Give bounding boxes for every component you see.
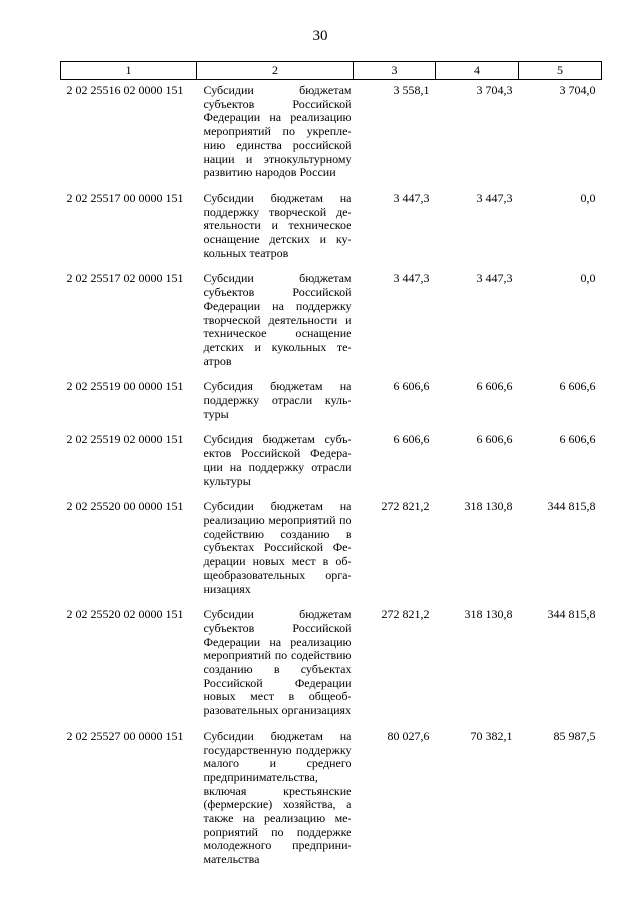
row-code: 2 02 25520 02 0000 151 bbox=[66, 607, 184, 622]
row-value-col-4: 6 606,6 bbox=[476, 432, 513, 447]
row-value-col-3: 272 821,2 bbox=[381, 607, 430, 622]
row-value-col-5: 6 606,6 bbox=[559, 379, 596, 394]
header-col-4: 4 bbox=[436, 62, 519, 80]
row-value-col-4: 318 130,8 bbox=[464, 499, 513, 514]
row-description: Субсидия бюджетам субъектов Российской Федерации на поддержку отрасли культуры bbox=[203, 432, 352, 488]
table-header-row bbox=[61, 62, 602, 80]
row-value-col-3: 6 606,6 bbox=[393, 379, 430, 394]
header-col-3: 3 bbox=[354, 62, 436, 80]
row-value-col-5: 0,0 bbox=[580, 271, 596, 286]
row-value-col-4: 3 447,3 bbox=[476, 271, 513, 286]
table-row bbox=[61, 500, 602, 608]
row-code: 2 02 25516 02 0000 151 bbox=[66, 83, 184, 97]
table-row bbox=[61, 380, 602, 433]
row-value-col-3: 6 606,6 bbox=[393, 432, 430, 447]
row-value-col-4: 318 130,8 bbox=[464, 607, 513, 622]
table-row bbox=[61, 272, 602, 380]
table-row bbox=[61, 730, 602, 879]
row-value-col-3: 3 447,3 bbox=[393, 190, 430, 205]
table-row bbox=[61, 80, 602, 192]
budget-table bbox=[60, 61, 602, 879]
row-value-col-5: 0,0 bbox=[580, 190, 596, 205]
row-value-col-3: 80 027,6 bbox=[387, 728, 430, 743]
row-code: 2 02 25517 02 0000 151 bbox=[66, 271, 184, 286]
row-description: Субсидии бюджетам субъектов Российской Федерации на поддержку творческой деятельности и техническое оснащение детских и кукольных театров bbox=[203, 271, 352, 368]
page-number: 30 bbox=[312, 28, 328, 44]
row-code: 2 02 25517 00 0000 151 bbox=[66, 190, 184, 205]
row-code: 2 02 25519 00 0000 151 bbox=[66, 379, 184, 394]
row-description: Субсидии бюджетам на государственную поддержку малого и среднего предпринимательства, включая крестьянские (фермерские) хозяйства, а также на реализацию мероприятий по поддержке молодежного предпринимательства bbox=[203, 728, 352, 867]
row-value-col-4: 3 447,3 bbox=[476, 190, 513, 205]
row-description: Субсидии бюджетам субъектов Российской Федерации на реализацию мероприятий по содействию созданию в субъектах Российской Федерации новых мест в общеобразовательных организациях bbox=[203, 607, 352, 718]
row-description: Субсидии бюджетам на реализацию мероприятий по содействию созданию в субъектах Российской Федерации новых мест в общеобразовательных организациях bbox=[203, 499, 352, 596]
row-value-col-5: 6 606,6 bbox=[559, 432, 596, 447]
row-value-col-3: 272 821,2 bbox=[381, 499, 430, 514]
row-description: Субсидия бюджетам на поддержку отрасли культуры bbox=[203, 379, 352, 421]
table-row bbox=[61, 608, 602, 730]
table-row bbox=[61, 433, 602, 500]
header-col-1: 1 bbox=[61, 62, 197, 80]
row-code: 2 02 25520 00 0000 151 bbox=[66, 499, 184, 514]
row-value-col-4: 70 382,1 bbox=[470, 728, 513, 743]
row-value-col-3: 3 447,3 bbox=[393, 271, 430, 286]
table-row bbox=[61, 192, 602, 273]
row-value-col-4: 6 606,6 bbox=[476, 379, 513, 394]
row-code: 2 02 25519 02 0000 151 bbox=[66, 432, 184, 447]
row-value-col-4: 3 704,3 bbox=[476, 83, 513, 97]
row-value-col-3: 3 558,1 bbox=[393, 83, 430, 97]
row-description: Субсидии бюджетам субъектов Российской Федерации на реализацию мероприятий по укреплению единства российской нации и этнокультурному развитию народов России bbox=[203, 83, 352, 180]
row-value-col-5: 3 704,0 bbox=[559, 83, 596, 97]
row-description: Субсидии бюджетам на поддержку творческой деятельности и техническое оснащение детских и кукольных театров bbox=[203, 190, 352, 260]
row-code: 2 02 25527 00 0000 151 bbox=[66, 728, 184, 743]
row-value-col-5: 344 815,8 bbox=[547, 499, 596, 514]
row-value-col-5: 85 987,5 bbox=[553, 728, 596, 743]
header-col-5: 5 bbox=[519, 62, 602, 80]
row-value-col-5: 344 815,8 bbox=[547, 607, 596, 622]
header-col-2: 2 bbox=[197, 62, 354, 80]
